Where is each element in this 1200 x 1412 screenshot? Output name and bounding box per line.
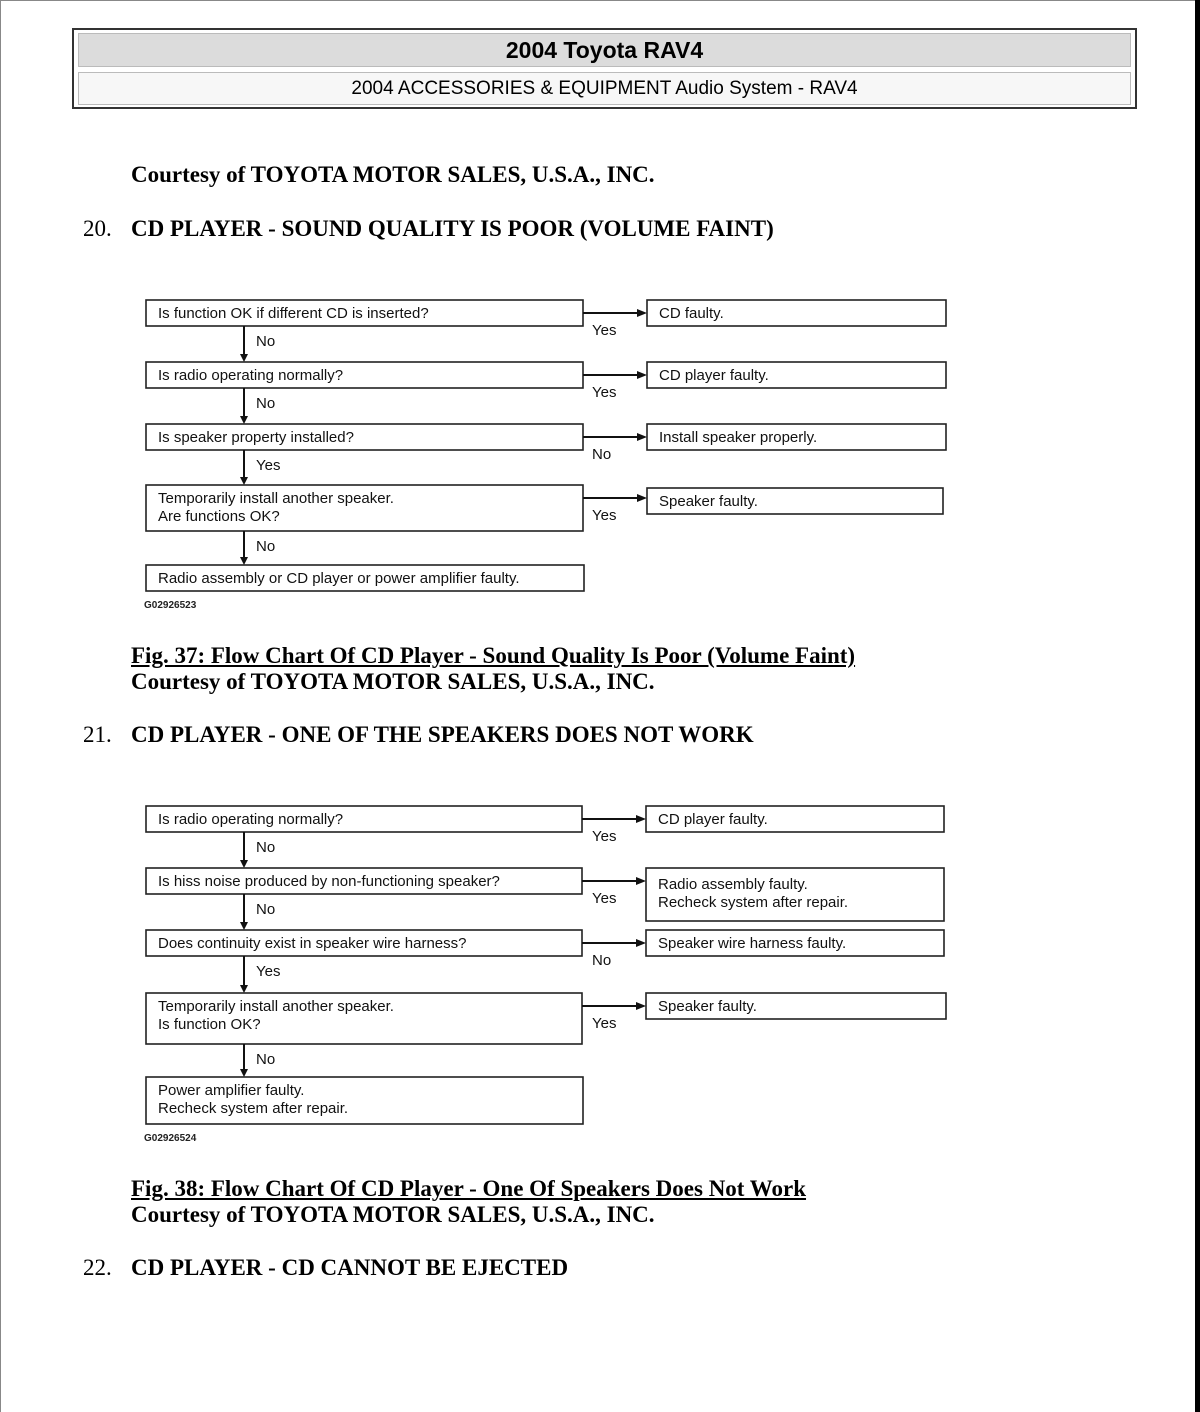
result-text: Radio assembly faulty. bbox=[658, 876, 808, 893]
arrow-right-icon bbox=[636, 815, 646, 823]
branch-label: No bbox=[256, 901, 276, 918]
figure-code: G02926524 bbox=[144, 1133, 197, 1144]
result-text: Install speaker properly. bbox=[659, 429, 818, 446]
branch-label: No bbox=[592, 952, 612, 969]
result-text: Speaker wire harness faulty. bbox=[658, 935, 847, 952]
section-number: 21. bbox=[83, 722, 112, 747]
question-text: Is radio operating normally? bbox=[158, 811, 344, 828]
branch-label: Yes bbox=[592, 1015, 617, 1032]
question-text: Is speaker property installed? bbox=[158, 429, 354, 446]
result-text: Speaker faulty. bbox=[659, 493, 758, 510]
arrow-down-icon bbox=[240, 922, 248, 930]
arrow-down-icon bbox=[240, 860, 248, 868]
branch-label: No bbox=[256, 839, 276, 856]
branch-label: Yes bbox=[592, 890, 617, 907]
question-text: Does continuity exist in speaker wire harness? bbox=[158, 935, 467, 952]
final-result-text: Power amplifier faulty. bbox=[158, 1082, 305, 1099]
courtesy-note: Courtesy of TOYOTA MOTOR SALES, U.S.A., INC. bbox=[131, 669, 655, 694]
section-title: CD PLAYER - CD CANNOT BE EJECTED bbox=[131, 1255, 569, 1280]
result-text: Speaker faulty. bbox=[658, 998, 757, 1015]
branch-label: Yes bbox=[256, 963, 281, 980]
question-text: Are functions OK? bbox=[158, 508, 280, 525]
arrow-right-icon bbox=[636, 939, 646, 947]
branch-label: Yes bbox=[592, 507, 617, 524]
final-result-text: Recheck system after repair. bbox=[158, 1100, 349, 1117]
final-result-text: Radio assembly or CD player or power amplifier faulty. bbox=[158, 570, 520, 587]
arrow-down-icon bbox=[240, 1069, 248, 1077]
result-text: CD player faulty. bbox=[658, 811, 768, 828]
result-text: CD player faulty. bbox=[659, 367, 769, 384]
branch-label: No bbox=[256, 538, 276, 555]
section-number: 22. bbox=[83, 1255, 112, 1280]
figure-code: G02926523 bbox=[144, 600, 197, 611]
branch-label: Yes bbox=[592, 828, 617, 845]
figure-caption: Fig. 38: Flow Chart Of CD Player - One Of Speakers Does Not Work bbox=[131, 1176, 807, 1201]
branch-label: No bbox=[256, 333, 276, 350]
document-subtitle: 2004 ACCESSORIES & EQUIPMENT Audio System - RAV4 bbox=[78, 72, 1131, 105]
question-text: Temporarily install another speaker. bbox=[158, 998, 394, 1015]
branch-label: Yes bbox=[592, 384, 617, 401]
result-text: CD faulty. bbox=[659, 305, 724, 322]
branch-label: Yes bbox=[256, 457, 281, 474]
branch-label: Yes bbox=[592, 322, 617, 339]
arrow-right-icon bbox=[636, 877, 646, 885]
question-text: Is function OK? bbox=[158, 1016, 261, 1033]
result-text: Recheck system after repair. bbox=[658, 894, 849, 911]
courtesy-note: Courtesy of TOYOTA MOTOR SALES, U.S.A., INC. bbox=[131, 1202, 655, 1227]
branch-label: No bbox=[256, 1051, 276, 1068]
courtesy-note: Courtesy of TOYOTA MOTOR SALES, U.S.A., INC. bbox=[131, 162, 655, 187]
section-title: CD PLAYER - SOUND QUALITY IS POOR (VOLUME FAINT) bbox=[131, 216, 774, 241]
figure-caption: Fig. 37: Flow Chart Of CD Player - Sound Quality Is Poor (Volume Faint) bbox=[131, 643, 856, 668]
branch-label: No bbox=[256, 395, 276, 412]
document-title: 2004 Toyota RAV4 bbox=[78, 33, 1131, 67]
question-text: Is radio operating normally? bbox=[158, 367, 344, 384]
branch-label: No bbox=[592, 446, 612, 463]
question-text: Is function OK if different CD is inserted? bbox=[158, 305, 429, 322]
question-text: Temporarily install another speaker. bbox=[158, 490, 394, 507]
arrow-down-icon bbox=[240, 985, 248, 993]
question-text: Is hiss noise produced by non-functioning speaker? bbox=[158, 873, 500, 890]
section-title: CD PLAYER - ONE OF THE SPEAKERS DOES NOT WORK bbox=[131, 722, 754, 747]
section-number: 20. bbox=[83, 216, 112, 241]
arrow-right-icon bbox=[636, 1002, 646, 1010]
